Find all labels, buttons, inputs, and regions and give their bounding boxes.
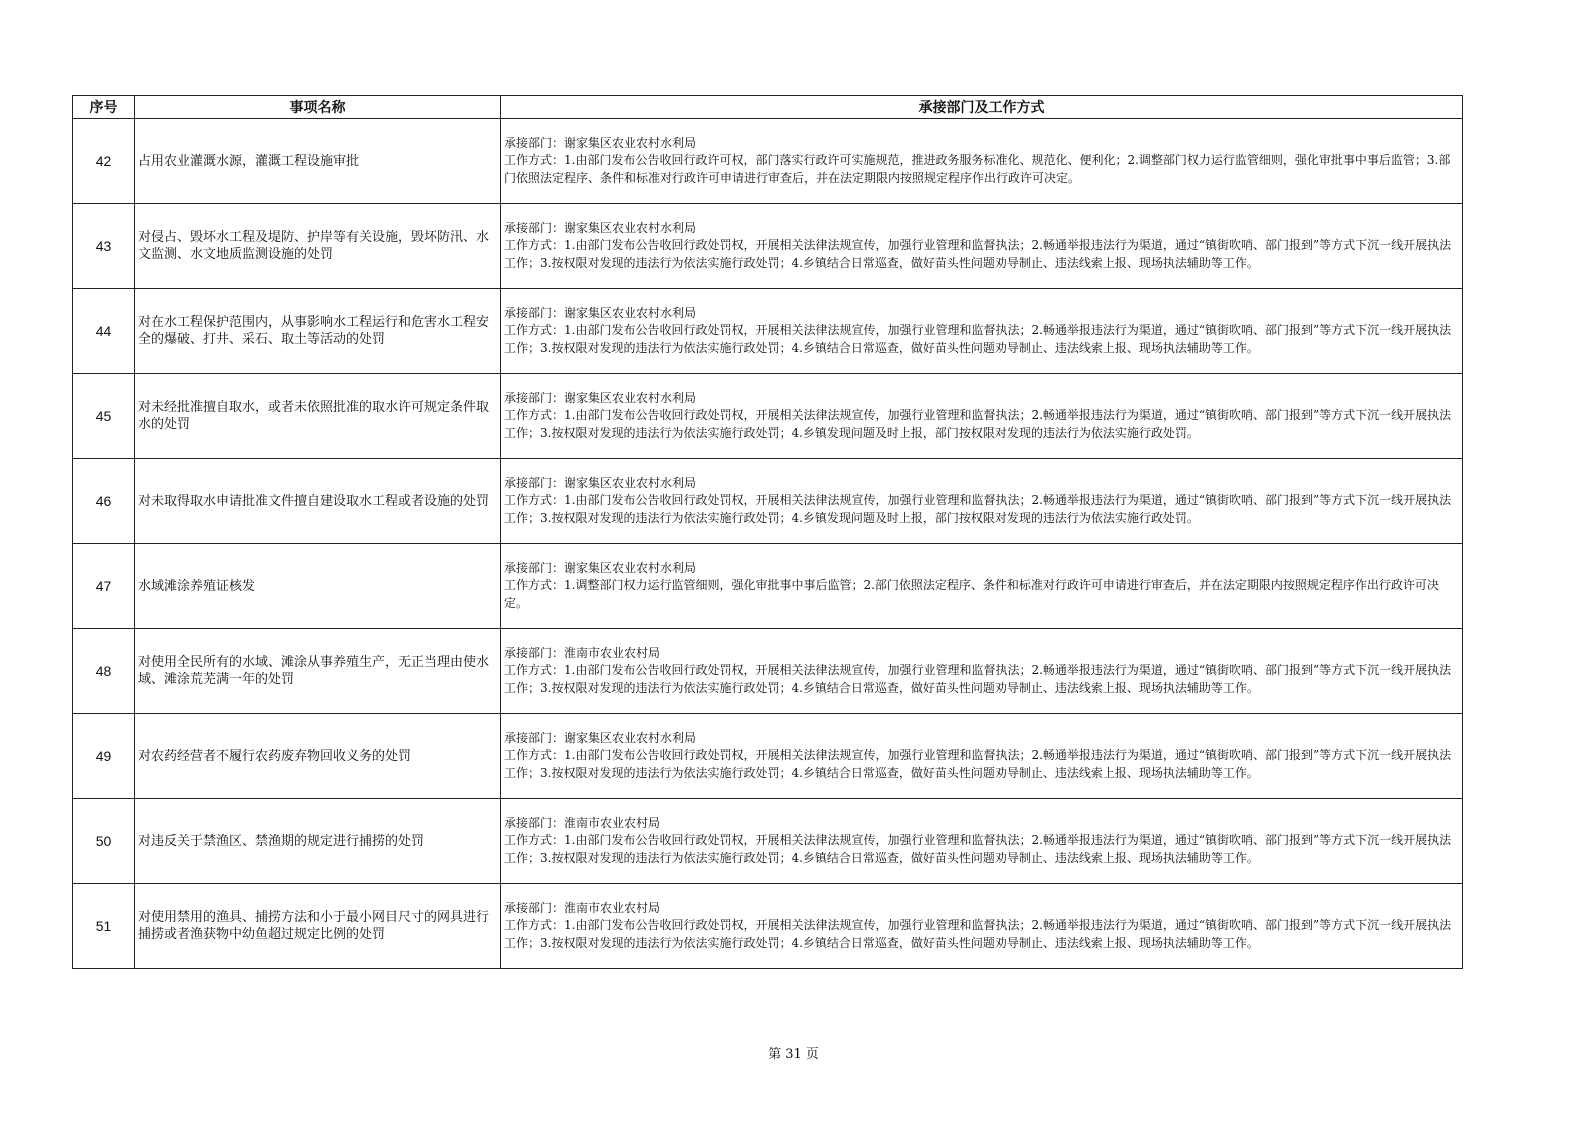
row-department: 承接部门：谢家集区农业农村水利局	[504, 475, 697, 490]
header-department-method: 承接部门及工作方式	[501, 96, 1463, 119]
table-row	[73, 799, 1463, 884]
row-item-name: 水域滩涂养殖证核发	[135, 544, 501, 629]
row-department-method	[501, 714, 1463, 799]
table-row	[73, 884, 1463, 969]
row-serial-number: 48	[73, 629, 135, 714]
row-item-name: 对使用全民所有的水域、滩涂从事养殖生产，无正当理由使水域、滩涂荒芜满一年的处罚	[135, 629, 501, 714]
row-department: 承接部门：谢家集区农业农村水利局	[504, 730, 697, 745]
row-work-method: 工作方式：1.由部门发布公告收回行政处罚权，开展相关法律法规宣传，加强行业管理和监督执法；2.畅通举报违法行为渠道，通过“镇街吹哨、部门报到”等方式下沉一线开展执法工作；3.按权限对发现的违法行为依法实施行政处罚；4.乡镇发现问题及时上报，部门按权限对发现的违法行为依法实施行政处罚。	[504, 493, 1452, 525]
row-department-method	[501, 459, 1463, 544]
row-department: 承接部门：谢家集区农业农村水利局	[504, 560, 697, 575]
table-row	[73, 714, 1463, 799]
row-item-name: 对侵占、毁坏水工程及堤防、护岸等有关设施，毁坏防汛、水文监测、水文地质监测设施的处罚	[135, 204, 501, 289]
items-table-container	[72, 95, 1462, 969]
row-department-method	[501, 799, 1463, 884]
row-item-name: 对未取得取水申请批准文件擅自建设取水工程或者设施的处罚	[135, 459, 501, 544]
row-serial-number: 44	[73, 289, 135, 374]
row-serial-number: 46	[73, 459, 135, 544]
row-item-name: 占用农业灌溉水源，灌溉工程设施审批	[135, 119, 501, 204]
row-department: 承接部门：淮南市农业农村局	[504, 900, 661, 915]
row-department: 承接部门：谢家集区农业农村水利局	[504, 220, 697, 235]
row-serial-number: 49	[73, 714, 135, 799]
table-row	[73, 629, 1463, 714]
header-item-name: 事项名称	[135, 96, 501, 119]
row-serial-number: 50	[73, 799, 135, 884]
row-department: 承接部门：谢家集区农业农村水利局	[504, 390, 697, 405]
table-row	[73, 289, 1463, 374]
row-department-method	[501, 204, 1463, 289]
row-department-method	[501, 629, 1463, 714]
row-department-method	[501, 544, 1463, 629]
row-work-method: 工作方式：1.由部门发布公告收回行政处罚权，开展相关法律法规宣传，加强行业管理和监督执法；2.畅通举报违法行为渠道，通过“镇街吹哨、部门报到”等方式下沉一线开展执法工作；3.按权限对发现的违法行为依法实施行政处罚；4.乡镇发现问题及时上报，部门按权限对发现的违法行为依法实施行政处罚。	[504, 408, 1452, 440]
row-work-method: 工作方式：1.由部门发布公告收回行政处罚权，开展相关法律法规宣传，加强行业管理和监督执法；2.畅通举报违法行为渠道，通过“镇街吹哨、部门报到”等方式下沉一线开展执法工作；3.按权限对发现的违法行为依法实施行政处罚；4.乡镇结合日常巡查，做好苗头性问题劝导制止、违法线索上报、现场执法辅助等工作。	[504, 918, 1452, 950]
table-body	[73, 119, 1463, 969]
row-serial-number: 45	[73, 374, 135, 459]
row-work-method: 工作方式：1.由部门发布公告收回行政处罚权，开展相关法律法规宣传，加强行业管理和监督执法；2.畅通举报违法行为渠道，通过“镇街吹哨、部门报到”等方式下沉一线开展执法工作；3.按权限对发现的违法行为依法实施行政处罚；4.乡镇结合日常巡查，做好苗头性问题劝导制止、违法线索上报、现场执法辅助等工作。	[504, 238, 1452, 270]
row-department-method	[501, 289, 1463, 374]
row-work-method: 工作方式：1.由部门发布公告收回行政处罚权，开展相关法律法规宣传，加强行业管理和监督执法；2.畅通举报违法行为渠道，通过“镇街吹哨、部门报到”等方式下沉一线开展执法工作；3.按权限对发现的违法行为依法实施行政处罚；4.乡镇结合日常巡查，做好苗头性问题劝导制止、违法线索上报、现场执法辅助等工作。	[504, 748, 1452, 780]
row-work-method: 工作方式：1.由部门发布公告收回行政许可权，部门落实行政许可实施规范，推进政务服务标准化、规范化、便利化；2.调整部门权力运行监管细则，强化审批事中事后监管；3.部门依照法定程序、条件和标准对行政许可申请进行审查后，并在法定期限内按照规定程序作出行政许可决定。	[504, 153, 1451, 185]
row-department-method	[501, 119, 1463, 204]
row-department: 承接部门：淮南市农业农村局	[504, 645, 661, 660]
row-item-name: 对在水工程保护范围内，从事影响水工程运行和危害水工程安全的爆破、打井、采石、取土等活动的处罚	[135, 289, 501, 374]
table-row	[73, 459, 1463, 544]
row-item-name: 对使用禁用的渔具、捕捞方法和小于最小网目尺寸的网具进行捕捞或者渔获物中幼鱼超过规定比例的处罚	[135, 884, 501, 969]
row-serial-number: 43	[73, 204, 135, 289]
row-work-method: 工作方式：1.由部门发布公告收回行政处罚权，开展相关法律法规宣传，加强行业管理和监督执法；2.畅通举报违法行为渠道，通过“镇街吹哨、部门报到”等方式下沉一线开展执法工作；3.按权限对发现的违法行为依法实施行政处罚；4.乡镇结合日常巡查，做好苗头性问题劝导制止、违法线索上报、现场执法辅助等工作。	[504, 323, 1452, 355]
row-department-method	[501, 884, 1463, 969]
row-department-method	[501, 374, 1463, 459]
table-header-row	[73, 96, 1463, 119]
row-item-name: 对农药经营者不履行农药废弃物回收义务的处罚	[135, 714, 501, 799]
row-serial-number: 42	[73, 119, 135, 204]
items-table	[72, 95, 1463, 969]
row-work-method: 工作方式：1.调整部门权力运行监管细则，强化审批事中事后监管；2.部门依照法定程序、条件和标准对行政许可申请进行审查后，并在法定期限内按照规定程序作出行政许可决定。	[504, 578, 1439, 610]
row-department: 承接部门：谢家集区农业农村水利局	[504, 135, 697, 150]
page-number: 第 31 页	[768, 1047, 819, 1062]
table-row	[73, 544, 1463, 629]
table-row	[73, 119, 1463, 204]
row-item-name: 对未经批准擅自取水，或者未依照批准的取水许可规定条件取水的处罚	[135, 374, 501, 459]
header-serial-number: 序号	[73, 96, 135, 119]
row-serial-number: 51	[73, 884, 135, 969]
table-row	[73, 374, 1463, 459]
row-department: 承接部门：谢家集区农业农村水利局	[504, 305, 697, 320]
row-department: 承接部门：淮南市农业农村局	[504, 815, 661, 830]
row-serial-number: 47	[73, 544, 135, 629]
table-row	[73, 204, 1463, 289]
row-work-method: 工作方式：1.由部门发布公告收回行政处罚权，开展相关法律法规宣传，加强行业管理和监督执法；2.畅通举报违法行为渠道，通过“镇街吹哨、部门报到”等方式下沉一线开展执法工作；3.按权限对发现的违法行为依法实施行政处罚；4.乡镇结合日常巡查，做好苗头性问题劝导制止、违法线索上报、现场执法辅助等工作。	[504, 833, 1452, 865]
row-item-name: 对违反关于禁渔区、禁渔期的规定进行捕捞的处罚	[135, 799, 501, 884]
row-work-method: 工作方式：1.由部门发布公告收回行政处罚权，开展相关法律法规宣传，加强行业管理和监督执法；2.畅通举报违法行为渠道，通过“镇街吹哨、部门报到”等方式下沉一线开展执法工作；3.按权限对发现的违法行为依法实施行政处罚；4.乡镇结合日常巡查，做好苗头性问题劝导制止、违法线索上报、现场执法辅助等工作。	[504, 663, 1452, 695]
